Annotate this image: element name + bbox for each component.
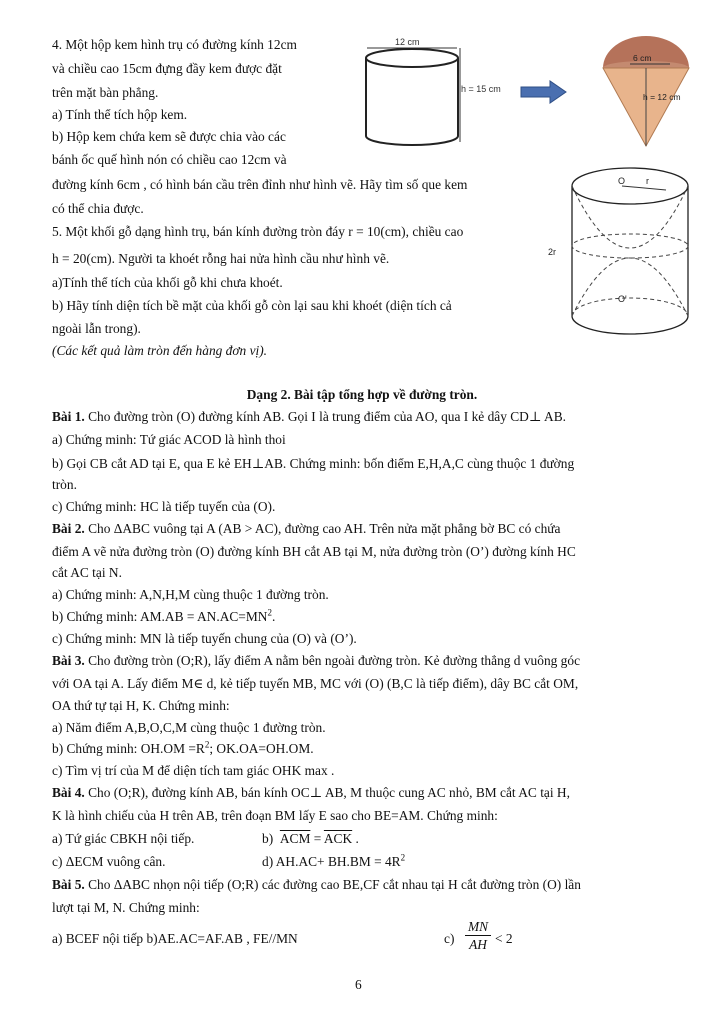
bai4-d: [262, 853, 405, 870]
p4-line6: bánh ốc quế hình nón có chiều cao 12cm và: [52, 152, 287, 167]
section-title: Dạng 2. Bài tập tổng hợp về đường tròn.: [246, 387, 478, 402]
bai3-text: Cho đường tròn (O;R), lấy điểm A nằm bên ngoài đường tròn. Kẻ đường thẳng d vuông góc: [84, 653, 581, 668]
p5-line4: b) Hãy tính diện tích bề mặt của khối gỗ còn lại sau khi khoét (diện tích cả: [52, 298, 452, 313]
bai1-a: a) Chứng minh: Tứ giác ACOD là hình thoi: [52, 432, 286, 447]
bai3-head: Bài 3.: [52, 653, 85, 668]
cone-diameter-label: 6 cm: [633, 53, 652, 63]
arrow-right-icon: [520, 80, 570, 104]
bai5-c-pre: c): [444, 931, 455, 946]
p4-line4: a) Tính thể tích hộp kem.: [52, 107, 188, 122]
bai4-d-sup: 2: [400, 852, 406, 863]
bai5-text: Cho ΔABC nhọn nội tiếp (O;R) các đường cao BE,CF cắt nhau tại H cắt đường tròn (O) lần: [84, 877, 581, 892]
cyl-height-label: h = 15 cm: [461, 84, 501, 94]
cone-figure: [590, 34, 700, 154]
bai5-head: Bài 5.: [52, 877, 85, 892]
p4-line2: và chiều cao 15cm đựng đầy kem được đặt: [52, 61, 282, 76]
bai4-line1: [52, 784, 570, 801]
p5-line5: ngoài lẫn trong).: [52, 321, 141, 336]
p4-line5: b) Hộp kem chứa kem sẽ được chia vào các: [52, 129, 286, 144]
bai2-text: Cho ΔABC vuông tại A (AB > AC), đường cao AH. Trên nửa mặt phẳng bờ BC có chứa: [84, 521, 561, 536]
bai3-line1: [52, 652, 580, 669]
bai4-line2: K là hình chiếu của H trên AB, trên đoạn BM lấy E sao cho BE=AM. Chứng minh:: [52, 808, 498, 823]
bai2-line2: điểm A vẽ nửa đường tròn (O) đường kính BH cắt AB tại M, nửa đường tròn (O’) đường kính HC: [52, 544, 576, 559]
bai4-b-pre: b): [262, 831, 274, 846]
bai3-a: a) Năm điểm A,B,O,C,M cùng thuộc 1 đường tròn.: [52, 720, 326, 735]
bai2-b-sup: 2: [267, 607, 272, 618]
p5-line1: 5. Một khối gỗ dạng hình trụ, bán kính đường tròn đáy r = 10(cm), chiều cao: [52, 224, 464, 239]
bai4-b-arc2: $\overline{ACK}$: [323, 831, 353, 846]
bai3-b2: ; OK.OA=OH.OM.: [209, 741, 314, 756]
cyl-diameter-label: 12 cm: [395, 37, 420, 47]
bai2-b: [52, 608, 275, 625]
p4-line7: đường kính 6cm , có hình bán cầu trên đỉnh như hình vẽ. Hãy tìm số que kem: [52, 177, 468, 192]
bai2-c: c) Chứng minh: MN là tiếp tuyến chung của (O) và (O’).: [52, 631, 357, 646]
bai4-b-eq: =: [310, 831, 324, 846]
bai4-a: a) Tứ giác CBKH nội tiếp.: [52, 831, 195, 846]
p4-line1: 4. Một hộp kem hình trụ có đường kính 12cm: [52, 37, 297, 52]
bai1-line1: [52, 408, 566, 425]
p5-line3: a)Tính thể tích của khối gỗ khi chưa khoét.: [52, 275, 283, 290]
p4-line8: có thể chia được.: [52, 201, 144, 216]
bai4-c: c) ΔECM vuông cân.: [52, 854, 166, 869]
wood-2r-label: 2r: [548, 247, 557, 257]
wood-r-label: r: [646, 176, 649, 186]
bai5-line1: [52, 876, 581, 893]
bai1-head: Bài 1.: [52, 409, 85, 424]
bai4-d-text: d) AH.AC+ BH.BM = 4R: [262, 854, 401, 869]
page-number: 6: [355, 977, 362, 992]
p4-line3: trên mặt bàn phẳng.: [52, 85, 159, 100]
bai5-c-rel: < 2: [495, 931, 513, 946]
bai5-line2: lượt tại M, N. Chứng minh:: [52, 900, 200, 915]
bai3-b-sup: 2: [204, 739, 210, 750]
bai2-head: Bài 2.: [52, 521, 85, 536]
bai2-line3: cắt AC tại N.: [52, 565, 122, 580]
wood-o-label: O: [618, 176, 626, 186]
bai5-a: a) BCEF nội tiếp b)AE.AC=AF.AB , FE//MN: [52, 931, 298, 946]
bai3-c: c) Tìm vị trí của M để diện tích tam giác OHK max .: [52, 763, 335, 778]
bai4-b-end: .: [352, 831, 359, 846]
bai3-b1: b) Chứng minh: OH.OM =R: [52, 741, 205, 756]
wood-cylinder-figure: [548, 160, 692, 345]
bai1-b2: tròn.: [52, 477, 77, 492]
p5-note: (Các kết quả làm tròn đến hàng đơn vị).: [52, 343, 268, 358]
bai4-head: Bài 4.: [52, 785, 85, 800]
bai1-text: Cho đường tròn (O) đường kính AB. Gọi I là trung điểm của AO, qua I kẻ dây CD⊥ AB.: [84, 409, 567, 424]
cone-height-label: h = 12 cm: [643, 92, 681, 102]
bai5-c-fraction: [465, 918, 491, 953]
bai1-c: c) Chứng minh: HC là tiếp tuyến của (O).: [52, 499, 276, 514]
wood-o2-label: O': [618, 294, 627, 304]
bai4-b: [262, 830, 359, 847]
bai3-line2: với OA tại A. Lấy điểm M∈ d, kẻ tiếp tuyến MB, MC với (O) (B,C là tiếp điểm), dây BC cắt OM,: [52, 676, 579, 691]
bai2-b-text: b) Chứng minh: AM.AB = AN.AC=MN: [52, 609, 268, 624]
bai3-line3: OA thứ tự tại H, K. Chứng minh:: [52, 698, 230, 713]
bai5-c-den: AH: [469, 937, 487, 952]
bai3-b: [52, 740, 314, 757]
bai2-line1: [52, 520, 561, 537]
cylinder-figure: [355, 36, 515, 152]
bai4-b-arc1: $\overline{ACM}$: [279, 831, 311, 846]
bai2-a: a) Chứng minh: A,N,H,M cùng thuộc 1 đường tròn.: [52, 587, 329, 602]
bai2-b-end: .: [271, 609, 276, 624]
p5-line2: h = 20(cm). Người ta khoét rỗng hai nửa hình cầu như hình vẽ.: [52, 251, 390, 266]
bai4-text: Cho (O;R), đường kính AB, bán kính OC⊥ AB, M thuộc cung AC nhỏ, BM cắt AC tại H,: [84, 785, 570, 800]
bai5-c-num: MN: [465, 918, 491, 936]
bai1-b1: b) Gọi CB cắt AD tại E, qua E kẻ EH⊥AB. Chứng minh: bốn điểm E,H,A,C cùng thuộc 1 đường: [52, 456, 575, 471]
